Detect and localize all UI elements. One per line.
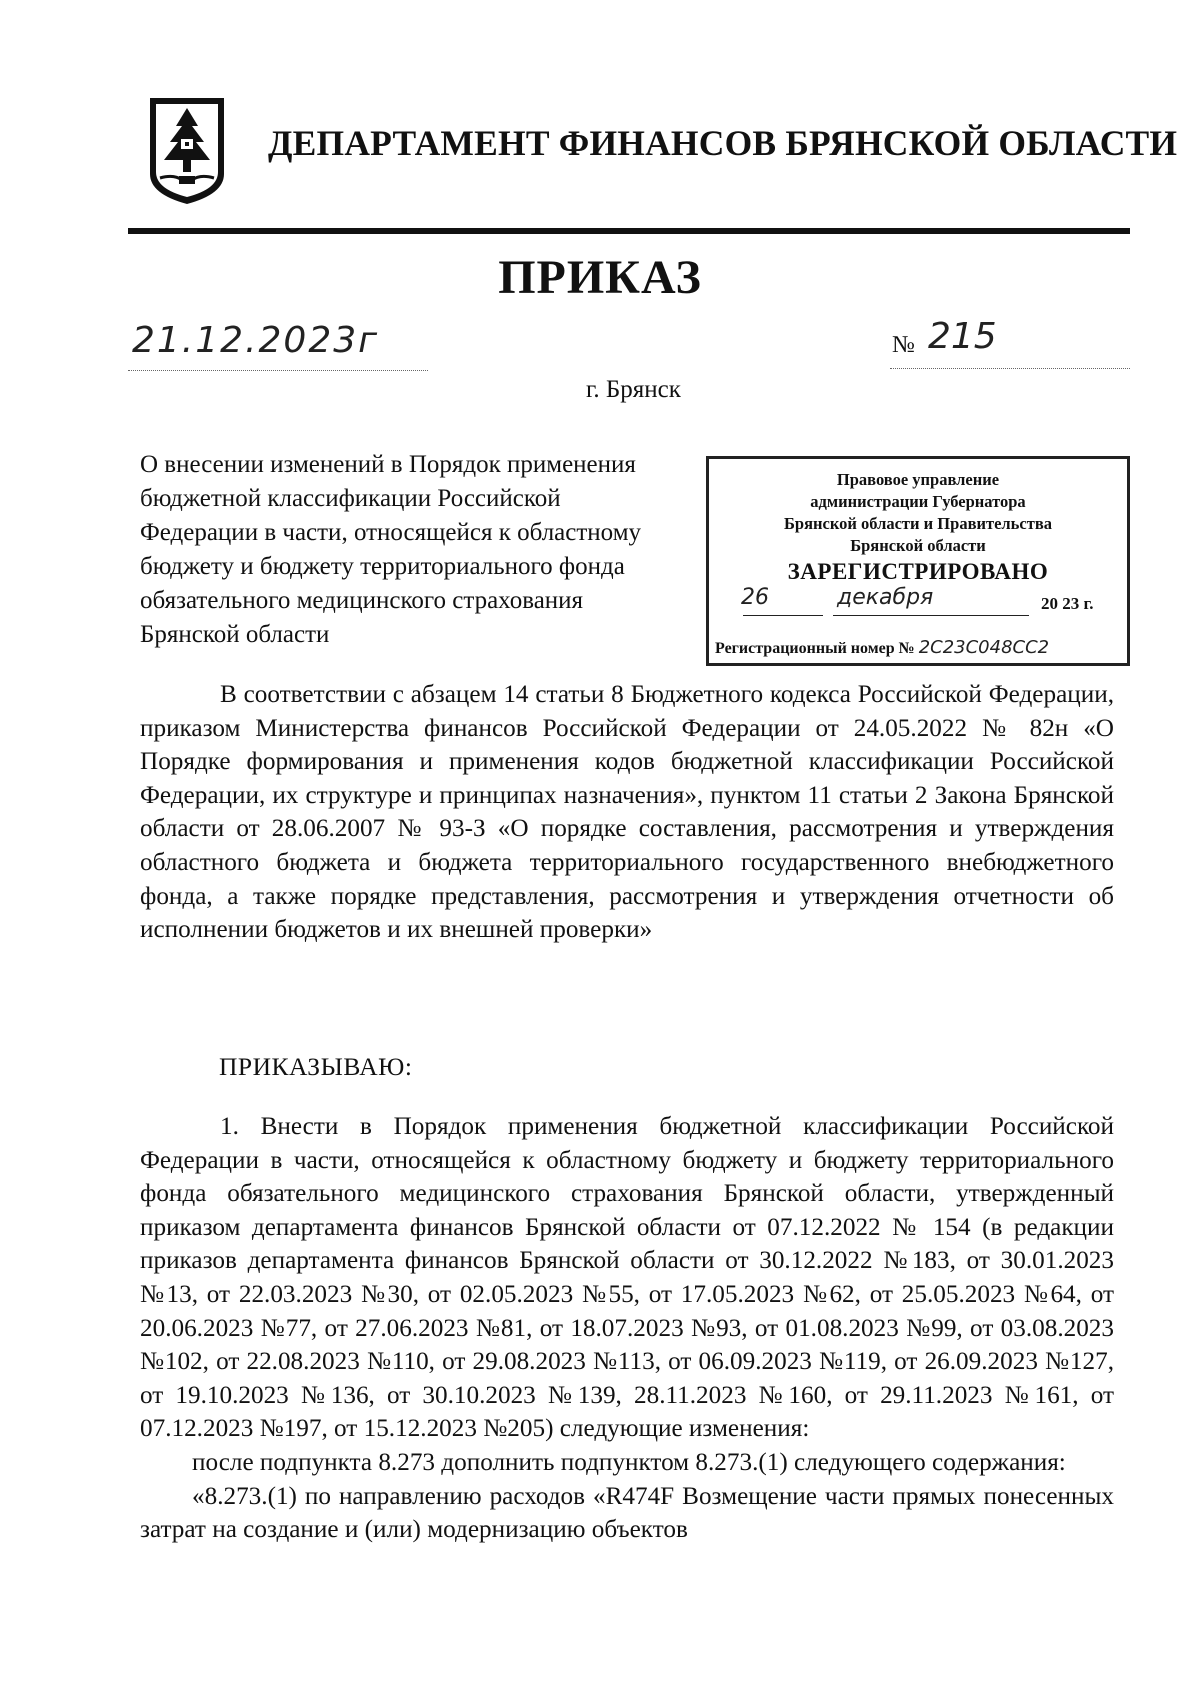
order-number-handwritten: 215 <box>928 316 997 357</box>
order-word: ПРИКАЗЫВАЮ: <box>219 1052 413 1081</box>
stamp-month: декабря <box>837 585 934 610</box>
subject-title: О внесении изменений в Порядок применения бюджетной классификации Российской Федерации в части, относящейся к областному бюджету и бюджету территориального фонда обязательного медицинского страхования Брянской области <box>140 451 642 648</box>
item-1-paragraph: 1. Внести в Порядок применения бюджетной классификации Российской Федерации в части, относящейся к областному бюджету и бюджету территориального фонда обязательного медицинского страхования Брянской области, утвержденный приказом департамента финансов Брянской области от 07.12.2022 № 154 (в редакции приказов департамента финансов Брянской области от 30.12.2022 №183, от 30.01.2023 №13, от 22.03.2023 №30, от 02.05.2023 №55, от 17.05.2023 №62, от 25.05.2023 №64, от 20.06.2023 №77, от 27.06.2023 №81, от 18.07.2023 №93, от 01.08.2023 №99, от 03.08.2023 №102, от 22.08.2023 №110, от 29.08.2023 №113, от 06.09.2023 №119, от 26.09.2023 №127, от 19.10.2023 №136, от 30.10.2023 №139, 28.11.2023 №160, от 29.11.2023 №161, от 07.12.2023 №197, от 15.12.2023 №205) следующие изменения: <box>140 1113 1114 1443</box>
stamp-day: 26 <box>741 585 769 610</box>
item-1-quote-paragraph: «8.273.(1) по направлению расходов «R474F Возмещение части прямых понесенных затрат на создание и (или) модернизацию объектов <box>140 1482 1114 1544</box>
stamp-day-line <box>743 615 823 616</box>
stamp-month-line <box>833 615 1029 616</box>
order-date-handwritten: 21.12.2023г <box>132 320 380 361</box>
department-name: ДЕПАРТАМЕНТ ФИНАНСОВ БРЯНСКОЙ ОБЛАСТИ <box>268 123 1178 163</box>
preamble-paragraph: В соответствии с абзацем 14 статьи 8 Бюджетного кодекса Российской Федерации, приказом Министерства финансов Российской Федерации от 24.05.2022 № 82н «О Порядке формирования и применения кодов бюджетной классификации Российской Федерации, их структуре и принципах назначения», пунктом 11 статьи 2 Закона Брянской области от 28.06.2007 № 93-З «О порядке составления, рассмотрения и утверждения областного бюджета и бюджета территориального государственного внебюджетного фонда, а также порядке представления, рассмотрения и утверждения отчетности об исполнении бюджетов и их внешней проверки» <box>140 681 1114 944</box>
stamp-line-4: Брянской области <box>850 536 986 555</box>
date-underline <box>128 370 428 371</box>
stamp-year: 20 23 г. <box>1041 594 1094 613</box>
stamp-line-2: администрации Губернатора <box>810 492 1026 511</box>
city: г. Брянск <box>586 376 681 403</box>
stamp-reg-number: 2С23С048СС2 <box>918 637 1050 658</box>
preamble-block <box>140 678 1114 947</box>
order-number-label: № <box>892 332 915 358</box>
stamp-date-row <box>709 583 1127 617</box>
registration-stamp <box>706 456 1130 666</box>
document-title: ПРИКАЗ <box>498 251 702 304</box>
stamp-reg-row <box>715 637 1049 660</box>
stamp-registered: ЗАРЕГИСТРИРОВАНО <box>787 559 1049 584</box>
item-1-sub-paragraph: после подпункта 8.273 дополнить подпунктом 8.273.(1) следующего содержания: <box>192 1448 1066 1476</box>
number-underline <box>890 368 1130 369</box>
bryansk-oblast-coat-of-arms-icon <box>146 94 228 206</box>
stamp-line-3: Брянской области и Правительства <box>784 514 1052 533</box>
stamp-reg-label: Регистрационный номер № <box>715 640 915 657</box>
items-block <box>140 1110 1114 1547</box>
header-divider <box>128 228 1130 234</box>
stamp-line-1: Правовое управление <box>836 470 1000 489</box>
